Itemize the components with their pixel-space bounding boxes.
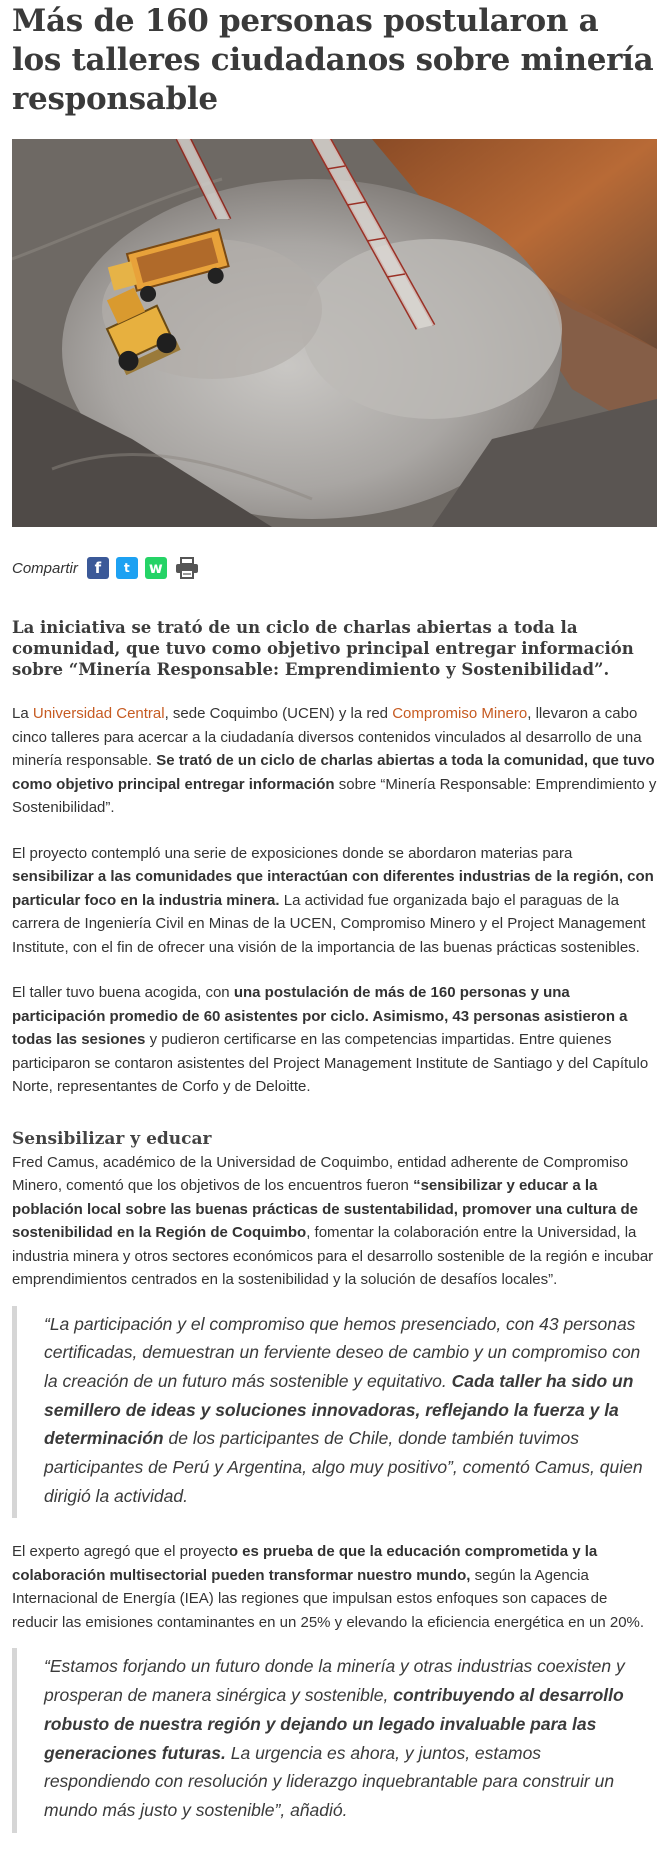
article-lead: La iniciativa se trató de un ciclo de charlas abiertas a toda la comunidad, que tuvo como objetivo principal entregar información sobre “Minería Responsable: Emprendimiento y Sostenibilidad”. [12, 618, 634, 679]
p2-text-2: La actividad fue organizada bajo el paraguas de la carrera de Ingeniería Civil en Minas de la UCEN, Compromiso Minero y el Project Management Institute, con el fin de ofrecer una visión de la importancia de las buenas prácticas sostenibles. [12, 891, 646, 956]
compromiso-minero-link[interactable]: Compromiso Minero [392, 705, 528, 722]
paragraph-2 [12, 842, 657, 960]
p3-text-2: y pudieron certificarse en las competencias impartidas. Entre quienes participaron se contaron asistentes del Project Management Institute de Santiago y del Capítulo Norte, representantes de Corfo y de Deloitte. [12, 1031, 649, 1095]
p3-text-1: El taller tuvo buena acogida, con [12, 984, 234, 1001]
printer-icon-glyph [175, 557, 199, 579]
universidad-central-link[interactable]: Universidad Central [32, 705, 165, 722]
hero-image-mining-site [12, 139, 657, 527]
quote1-text-1: “La participación y el compromiso que hemos presenciado, con 43 personas certificadas, demuestran un ferviente deseo de cambio y un compromiso con la creación de un futuro más sostenible y equitativo. [44, 1313, 641, 1391]
p4-text-2: , fomentar la colaboración entre la Universidad, la industria minera y otros sectores económicos para el desarrollo sostenible de la región e incubar emprendimientos centrados en la sostenibilidad y la solución de desafíos locales”. [12, 1224, 654, 1288]
p1-text-4: sobre “Minería Responsable: Emprendimiento y Sostenibilidad”. [12, 775, 657, 816]
p1-bold-1: Se trató de un ciclo de charlas abiertas a toda la comunidad, que tuvo como objetivo principal entregar información [12, 752, 655, 793]
p4-bold-1: “sensibilizar y educar a la población local sobre las buenas prácticas de sustentabilidad, promover una cultura de sostenibilidad en la Región de Coquimbo [12, 1177, 639, 1241]
mining-aerial-photo [12, 139, 657, 527]
share-label: Compartir [12, 559, 78, 577]
p3-bold-1: una postulación de más de 160 personas y una participación promedio de 60 asistentes por ciclo. Asimismo, 43 personas asistieron a todas las sesiones [12, 984, 628, 1048]
quote-camus-2 [12, 1648, 657, 1832]
quote2-bold-1: contribuyendo al desarrollo robusto de nuestra región y dejando un legado invaluable para las generaciones futuras. [44, 1685, 624, 1763]
p1-text-2: , sede Coquimbo (UCEN) y la red [164, 705, 393, 722]
quote1-text-2: de los participantes de Chile, donde también tuvimos participantes de Perú y Argentina, algo muy positivo”, comentó Camus, quien dirigió la actividad. [44, 1428, 643, 1506]
paragraph-3 [12, 981, 657, 1099]
p4-text-1: Fred Camus, académico de la Universidad de Coquimbo, entidad adherente de Compromiso Minero, comentó que los objetivos de los encuentros fueron [12, 1153, 629, 1194]
share-bar [12, 555, 657, 581]
paragraph-1 [12, 702, 657, 820]
quote2-text-1: “Estamos forjando un futuro donde la minería y otras industrias coexisten y prosperan de manera sinérgica y sostenible, [44, 1656, 625, 1706]
printer-icon[interactable] [174, 557, 200, 579]
whatsapp-share-icon[interactable]: w [145, 557, 167, 579]
p2-bold-1: sensibilizar a las comunidades que interactúan con diferentes industrias de la región, con particular foco en la industria minera. [12, 868, 654, 909]
quote-camus-1 [12, 1306, 657, 1519]
p1-text-3: , llevaron a cabo cinco talleres para acercar a la ciudadanía diversos contenidos vinculados al desarrollo de una minería responsable. [12, 705, 642, 769]
p5-bold-1: o es prueba de que la educación comprometida y la colaboración multisectorial pueden transformar nuestro mundo, [12, 1543, 598, 1584]
article [0, 2, 669, 1833]
p1-text-1: La [12, 705, 33, 722]
twitter-share-icon[interactable]: t [116, 557, 138, 579]
p5-text-1: El experto agregó que el proyect [12, 1543, 229, 1561]
quote2-text-2: La urgencia es ahora, y juntos, estamos respondiendo con resolución y liderazgo inquebrantable para construir un mundo más justo y sostenible”, añadió. [44, 1742, 615, 1820]
article-headline: Más de 160 personas postularon a los talleres ciudadanos sobre minería responsable [12, 3, 654, 117]
facebook-share-icon[interactable]: f [87, 557, 109, 579]
paragraph-5 [12, 1540, 657, 1634]
p2-text-1: El proyecto contempló una serie de exposiciones donde se abordaron materias para [12, 844, 573, 862]
paragraph-4 [12, 1151, 657, 1292]
quote1-bold-1: Cada taller ha sido un semillero de ideas y soluciones innovadoras, reflejando la fuerza y la determinación [44, 1370, 634, 1449]
p5-text-2: según la Agencia Internacional de Energía (IEA) las regiones que impulsan estos enfoques son capaces de reducir las emisiones contaminantes en un 25% y elevando la eficiencia energética en un 20%. [12, 1566, 645, 1631]
section-subheading: Sensibilizar y educar [12, 1128, 212, 1149]
